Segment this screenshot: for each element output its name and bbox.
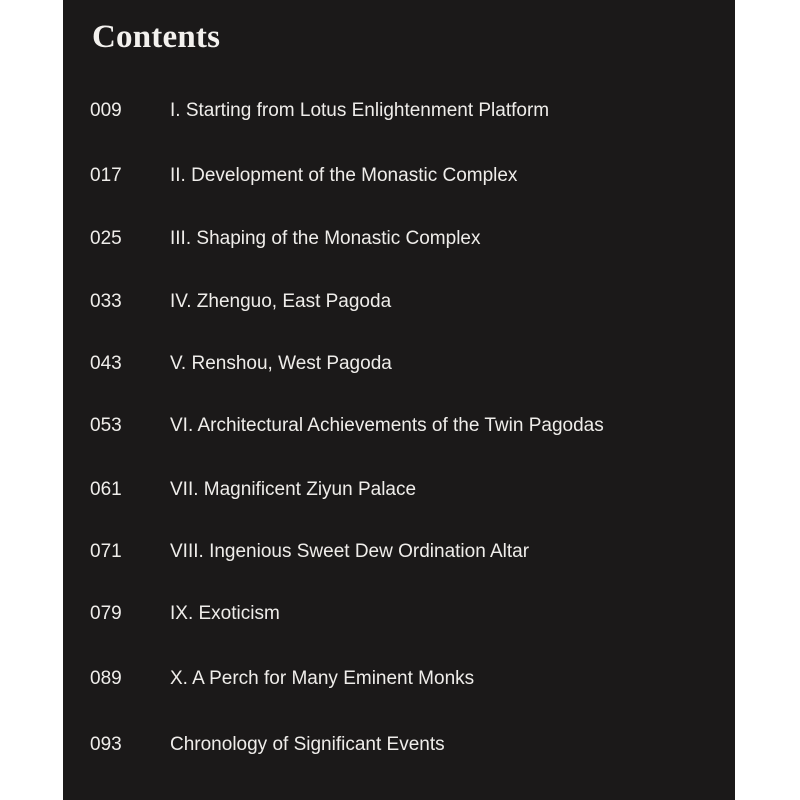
toc-entry-title: V. Renshou, West Pagoda bbox=[170, 353, 392, 374]
toc-entry-title: X. A Perch for Many Eminent Monks bbox=[170, 668, 475, 689]
toc-entry bbox=[63, 664, 735, 694]
toc-entry bbox=[63, 96, 735, 126]
toc-entry bbox=[63, 349, 735, 379]
toc-page-number: 033 bbox=[90, 291, 122, 312]
toc-entry-title: II. Development of the Monastic Complex bbox=[170, 165, 518, 186]
toc-entry bbox=[63, 287, 735, 317]
toc-page-number: 093 bbox=[90, 734, 122, 755]
toc-page-number: 025 bbox=[90, 228, 122, 249]
toc-entry-title: VI. Architectural Achievements of the Twin Pagodas bbox=[170, 415, 604, 436]
toc-entry-title: VIII. Ingenious Sweet Dew Ordination Altar bbox=[170, 541, 530, 562]
toc-entry bbox=[63, 730, 735, 760]
toc-entry-title: Chronology of Significant Events bbox=[170, 734, 445, 755]
toc-page-number: 061 bbox=[90, 479, 122, 500]
toc-entry bbox=[63, 475, 735, 505]
page-title: Contents bbox=[92, 19, 221, 55]
table-of-contents bbox=[63, 0, 735, 800]
toc-page-number: 009 bbox=[90, 100, 122, 121]
toc-entry-title: VII. Magnificent Ziyun Palace bbox=[170, 479, 417, 500]
toc-entry bbox=[63, 411, 735, 441]
toc-page-number: 071 bbox=[90, 541, 122, 562]
toc-entry bbox=[63, 537, 735, 567]
toc-page-number: 043 bbox=[90, 353, 122, 374]
toc-entry-title: III. Shaping of the Monastic Complex bbox=[170, 228, 481, 249]
toc-entry-title: I. Starting from Lotus Enlightenment Platform bbox=[170, 100, 550, 121]
toc-entry bbox=[63, 161, 735, 191]
toc-entry-title: IV. Zhenguo, East Pagoda bbox=[170, 291, 392, 312]
toc-page-number: 089 bbox=[90, 668, 122, 689]
toc-page-number: 079 bbox=[90, 603, 122, 624]
toc-entry-title: IX. Exoticism bbox=[170, 603, 280, 624]
contents-page bbox=[63, 0, 735, 800]
toc-page-number: 017 bbox=[90, 165, 122, 186]
toc-entry bbox=[63, 224, 735, 254]
toc-page-number: 053 bbox=[90, 415, 122, 436]
toc-entry bbox=[63, 599, 735, 629]
